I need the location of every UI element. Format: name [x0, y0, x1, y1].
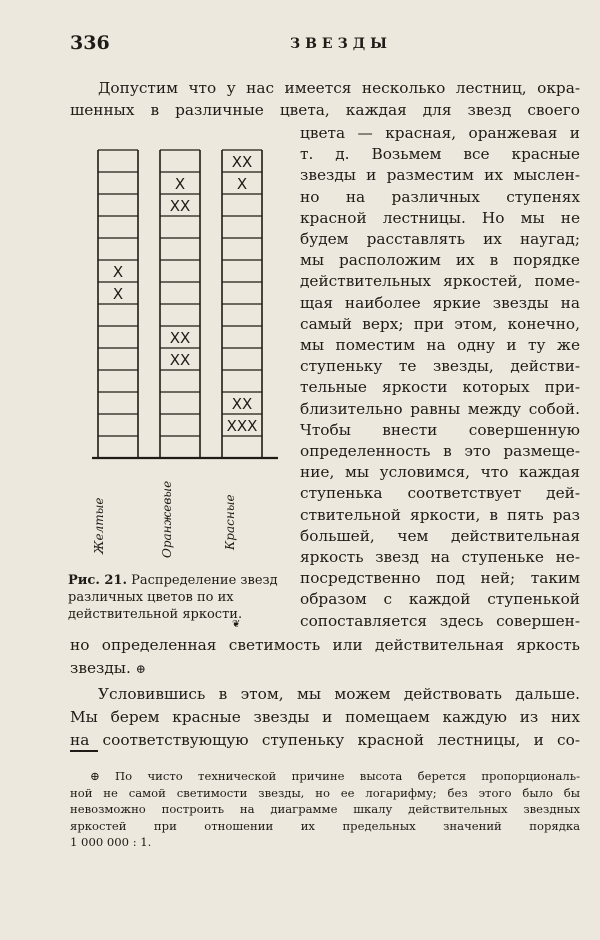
- column-line: ние, мы условимся, что каждая: [300, 463, 580, 482]
- ladder-label-yellow: Желтые: [92, 497, 106, 554]
- footnote-line: ⊕ По чисто технической причине высота берется пропорциональ-: [90, 769, 580, 783]
- column-line: ступеньку те звезды, действи-: [300, 357, 580, 376]
- page-number: 336: [70, 32, 110, 54]
- footnote-line: яркостей при отношении их предельных значений порядка: [70, 818, 580, 833]
- figure-caption: [68, 572, 290, 623]
- column-line: щая наиболее яркие звезды на: [300, 293, 580, 312]
- column-line: но на различных ступенях: [300, 187, 580, 206]
- star-mark-red: ХХ: [231, 395, 253, 413]
- column-line: будем расставлять их наугад;: [300, 230, 580, 248]
- star-mark-orange: ХХ: [169, 351, 191, 369]
- column-line: ствительной яркости, в пять раз: [300, 505, 580, 524]
- footnote-marker-icon: ⊕: [135, 662, 146, 676]
- column-line: цвета — красная, оранжевая и: [300, 124, 580, 142]
- star-mark-orange: ХХ: [169, 329, 191, 347]
- paragraph-line: Условившись в этом, мы можем действовать дальше.: [98, 685, 580, 703]
- caption-title: Рис. 21.: [68, 573, 128, 588]
- continuation-line: но определенная светимость или действительная яркость: [70, 636, 580, 654]
- column-line: посредственно под ней; таким: [300, 569, 580, 588]
- ornament-icon: ❦: [232, 619, 241, 630]
- column-line: близительно равны между собой.: [300, 399, 580, 418]
- column-line: ступенька соответствует дей-: [300, 484, 580, 503]
- ladder-label-red: Красные: [223, 494, 237, 550]
- star-mark-red: ХХХ: [226, 417, 258, 435]
- column-line: самый верх; при этом, конечно,: [300, 314, 580, 333]
- star-mark-red: Х: [236, 175, 248, 193]
- star-mark-yellow: Х: [112, 285, 124, 303]
- continuation-text: звезды.: [70, 659, 131, 677]
- paragraph-line: на соответствующую ступеньку красной лестницы, и со-: [70, 731, 580, 749]
- caption-text: Распределение звезд различных цветов по их действительной яркости.: [68, 573, 278, 622]
- continuation-line-last: [70, 659, 580, 678]
- column-line: действительных яркостей, поме-: [300, 272, 580, 291]
- paragraph-line: Мы берем красные звезды и помещаем каждую из них: [70, 708, 580, 726]
- ladder-figure: [88, 140, 293, 560]
- star-mark-red: ХХ: [231, 153, 253, 171]
- column-line: большей, чем действительная: [300, 526, 580, 545]
- column-line: т. д. Возьмем все красные: [300, 145, 580, 164]
- star-mark-yellow: Х: [112, 263, 124, 281]
- star-mark-orange: Х: [174, 175, 186, 193]
- running-head: ЗВЕЗДЫ: [290, 36, 392, 52]
- column-line: тельные яркости которых при-: [300, 378, 580, 397]
- column-line: мы поместим на одну и ту же: [300, 336, 580, 354]
- footnote-line: 1 000 000 : 1.: [70, 835, 152, 849]
- footnote-line: невозможно построить на диаграмме шкалу действительных звездных: [70, 802, 580, 816]
- column-line: определенность в это размеще-: [300, 442, 580, 460]
- intro-line: шенных в различные цвета, каждая для звезд своего: [70, 101, 580, 119]
- footnote-divider: [70, 750, 98, 752]
- column-line: мы расположим их в порядке: [300, 251, 580, 270]
- ladder-diagram: [88, 140, 293, 560]
- column-line: красной лестницы. Но мы не: [300, 208, 580, 227]
- ladder-label-orange: Оранжевые: [160, 480, 174, 558]
- column-line: звезды и разместим их мыслен-: [300, 166, 580, 185]
- column-line: сопоставляется здесь совершен-: [300, 611, 580, 630]
- footnote-line: ной не самой светимости звезды, но ее логарифму; без этого было бы: [70, 785, 580, 800]
- intro-line: Допустим что у нас имеется несколько лестниц, окра-: [98, 79, 580, 97]
- star-mark-orange: ХХ: [169, 197, 191, 215]
- column-line: образом с каждой ступенькой: [300, 590, 580, 609]
- column-line: Чтобы внести совершенную: [300, 420, 580, 439]
- footnote: [70, 768, 580, 851]
- column-line: яркость звезд на ступеньке не-: [300, 548, 580, 566]
